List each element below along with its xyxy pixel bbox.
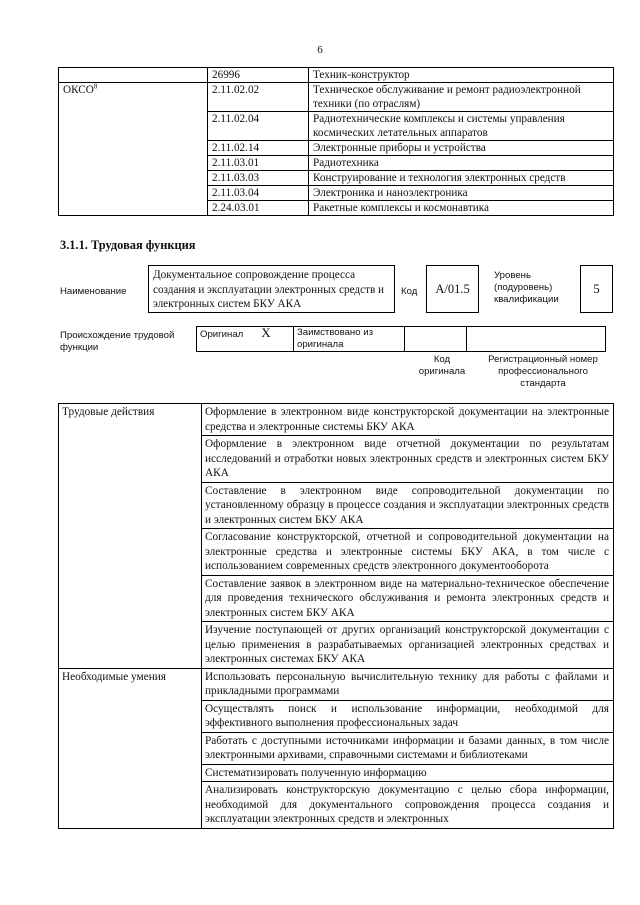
table-row bbox=[59, 700, 614, 732]
table-row bbox=[59, 68, 614, 83]
okso-code: 2.11.03.04 bbox=[208, 186, 309, 201]
table-row bbox=[197, 327, 606, 352]
footnote-mark: 8 bbox=[93, 82, 98, 91]
labor-action: Изучение поступающей от других организаций конструкторской документации с целью применения в разрабатываемых организацией электронных средствах и электронных системах БКУ АКА bbox=[202, 622, 614, 669]
section-title: 3.1.1. Трудовая функция bbox=[60, 238, 196, 252]
table-row bbox=[59, 732, 614, 764]
okso-code: 26996 bbox=[208, 68, 309, 83]
okso-name: Техник-конструктор bbox=[309, 68, 614, 83]
original-label: Оригинал bbox=[200, 329, 244, 340]
level-label: Уровень (подуровень) квалификации bbox=[494, 270, 559, 305]
labor-action: Согласование конструкторской, отчетной и сопроводительной документации на электронные средства и электронные системы БКУ АКА, в том числе с использованием современных средств электронного документооборота bbox=[202, 529, 614, 576]
okso-code: 2.11.03.01 bbox=[208, 156, 309, 171]
function-code-box: А/01.5 bbox=[426, 265, 479, 313]
table-row bbox=[59, 436, 614, 483]
table-row bbox=[59, 529, 614, 576]
okso-code: 2.24.03.01 bbox=[208, 201, 309, 216]
okso-code: 2.11.02.14 bbox=[208, 141, 309, 156]
table-row bbox=[59, 575, 614, 622]
name-label: Наименование bbox=[60, 286, 127, 297]
original-cell bbox=[197, 327, 294, 352]
table-row bbox=[59, 83, 614, 112]
table-row bbox=[59, 764, 614, 782]
okso-name: Ракетные комплексы и космонавтика bbox=[309, 201, 614, 216]
original-code-cell bbox=[405, 327, 467, 352]
skill-item: Анализировать конструкторскую документацию с целью сбора информации, необходимой для документального сопровождения процесса создания и эксплуатации электронных средств и электронных bbox=[202, 782, 614, 829]
okso-name: Радиотехнические комплексы и системы управления космических летательных аппаратов bbox=[309, 112, 614, 141]
okso-label: ОКСО bbox=[63, 84, 94, 96]
code-label: Код bbox=[401, 286, 418, 297]
table-row bbox=[59, 482, 614, 529]
origin-table bbox=[196, 326, 606, 352]
skill-item: Использовать персональную вычислительную технику для работы с файлами и прикладными программами bbox=[202, 668, 614, 700]
labor-action: Составление в электронном виде сопроводительной документации по установленному образцу в процессе создания и эксплуатации электронных средств и электронных систем БКУ АКА bbox=[202, 482, 614, 529]
function-name-box: Документальное сопровождение процесса создания и эксплуатации электронных средств и электронных систем БКУ АКА bbox=[148, 265, 395, 313]
borrowed-label: Заимствовано из оригинала bbox=[294, 327, 405, 352]
table-row bbox=[59, 782, 614, 829]
okso-name: Техническое обслуживание и ремонт радиоэлектронной техники (по отраслям) bbox=[309, 83, 614, 112]
okso-code: 2.11.03.03 bbox=[208, 171, 309, 186]
labor-action: Составление заявок в электронном виде на материально-техническое обеспечение для проведения технического обслуживания и ремонта электронных средств и электронных систем БКУ АКА bbox=[202, 575, 614, 622]
labor-action: Оформление в электронном виде конструкторской документации на электронные средства и электронные системы БКУ АКА bbox=[202, 404, 614, 436]
okso-name: Электронные приборы и устройства bbox=[309, 141, 614, 156]
code-caption: Код оригинала bbox=[418, 354, 466, 377]
qualification-level-box: 5 bbox=[580, 265, 613, 313]
registration-number-cell bbox=[467, 327, 606, 352]
table-row bbox=[59, 622, 614, 669]
original-mark: X bbox=[261, 325, 271, 340]
okso-code: 2.11.02.04 bbox=[208, 112, 309, 141]
labor-function-table bbox=[58, 403, 614, 829]
skill-item: Работать с доступными источниками информации и базами данных, в том числе электронными архивами, справочными системами и библиотеками bbox=[202, 732, 614, 764]
page-number: 6 bbox=[317, 44, 323, 56]
okso-code: 2.11.02.02 bbox=[208, 83, 309, 112]
origin-label: Происхождение трудовой функции bbox=[60, 330, 175, 353]
okso-name: Конструирование и технология электронных средств bbox=[309, 171, 614, 186]
labor-action: Оформление в электронном виде отчетной документации по результатам исследований и отработки новых электронных средств и электронных систем БКУ АКА bbox=[202, 436, 614, 483]
skills-label: Необходимые умения bbox=[59, 668, 202, 700]
okso-table bbox=[58, 67, 614, 216]
registration-caption: Регистрационный номер профессионального стандарта bbox=[488, 354, 598, 389]
skill-item: Осуществлять поиск и использование информации, необходимой для эффективного выполнения профессиональных задач bbox=[202, 700, 614, 732]
table-row bbox=[59, 668, 614, 700]
skill-item: Систематизировать полученную информацию bbox=[202, 764, 614, 782]
table-row bbox=[59, 404, 614, 436]
okso-name: Электроника и наноэлектроника bbox=[309, 186, 614, 201]
labor-actions-label: Трудовые действия bbox=[59, 404, 202, 436]
okso-label-cell bbox=[59, 83, 208, 216]
okso-name: Радиотехника bbox=[309, 156, 614, 171]
